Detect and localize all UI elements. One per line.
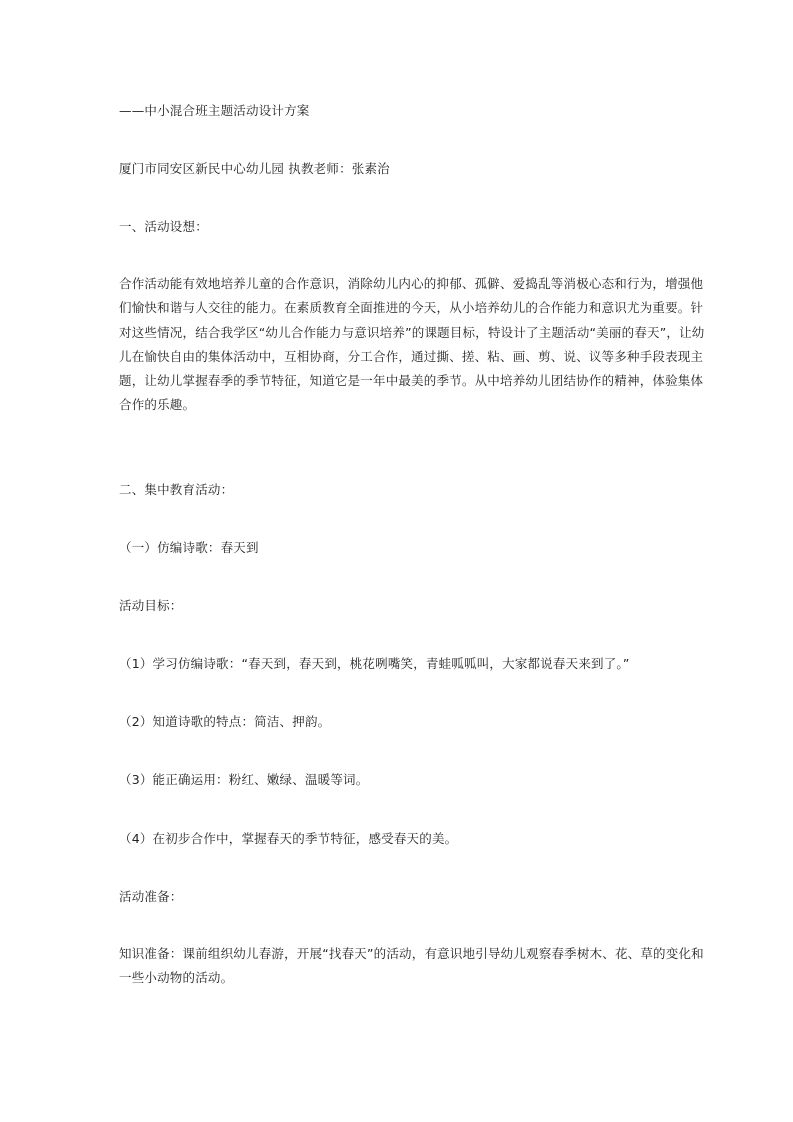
goal-item-3: （3）能正确运用：粉红、嫩绿、温暖等词。 <box>119 772 369 787</box>
paragraph-line: 一些小动物的活动。 <box>119 970 234 986</box>
paragraph-line: 对这些情况，结合我学区“幼儿合作能力与意识培养”的课题目标，特设计了主题活动“美丽的春天”，让幼 <box>119 324 705 340</box>
goal-item-1: （1）学习仿编诗歌：“春天到，春天到，桃花咧嘴笑，青蛙呱呱叫，大家都说春天来到了。” <box>119 656 630 671</box>
paragraph-line: 儿在愉快自由的集体活动中，互相协商，分工合作，通过撕、搓、粘、画、剪、说、议等多种手段表现主 <box>119 348 704 364</box>
section2-heading: 二、集中教育活动： <box>119 482 234 497</box>
paragraph-line: 们愉快和谐与人交往的能力。在素质教育全面推进的今天，从小培养幼儿的合作能力和意识尤为重要。针 <box>119 300 704 316</box>
section1-heading: 一、活动设想： <box>119 219 208 234</box>
goal-item-4: （4）在初步合作中，掌握春天的季节特征，感受春天的美。 <box>119 831 458 846</box>
prep-paragraph <box>119 942 704 991</box>
paragraph-line: 合作的乐趣。 <box>119 397 196 413</box>
document-subtitle: ——中小混合班主题活动设计方案 <box>119 103 310 118</box>
paragraph-line: 题，让幼儿掌握春季的季节特征，知道它是一年中最美的季节。从中培养幼儿团结协作的精神，体验集体 <box>119 373 704 389</box>
paragraph-line: 合作活动能有效地培养儿童的合作意识，消除幼儿内心的抑郁、孤僻、爱捣乱等消极心态和行为，增强他 <box>119 276 704 291</box>
goal-item-2: （2）知道诗歌的特点：简洁、押韵。 <box>119 714 331 729</box>
prep-heading: 活动准备： <box>119 889 183 904</box>
goals-heading: 活动目标： <box>119 598 183 613</box>
activity1-title: （一）仿编诗歌：春天到 <box>119 540 259 555</box>
author-line: 厦门市同安区新民中心幼儿园 执教老师：张素治 <box>119 161 390 176</box>
paragraph-line: 知识准备：课前组织幼儿春游，开展“找春天”的活动，有意识地引导幼儿观察春季树木、花、草的变化和 <box>119 946 704 961</box>
section1-paragraph <box>119 272 705 418</box>
